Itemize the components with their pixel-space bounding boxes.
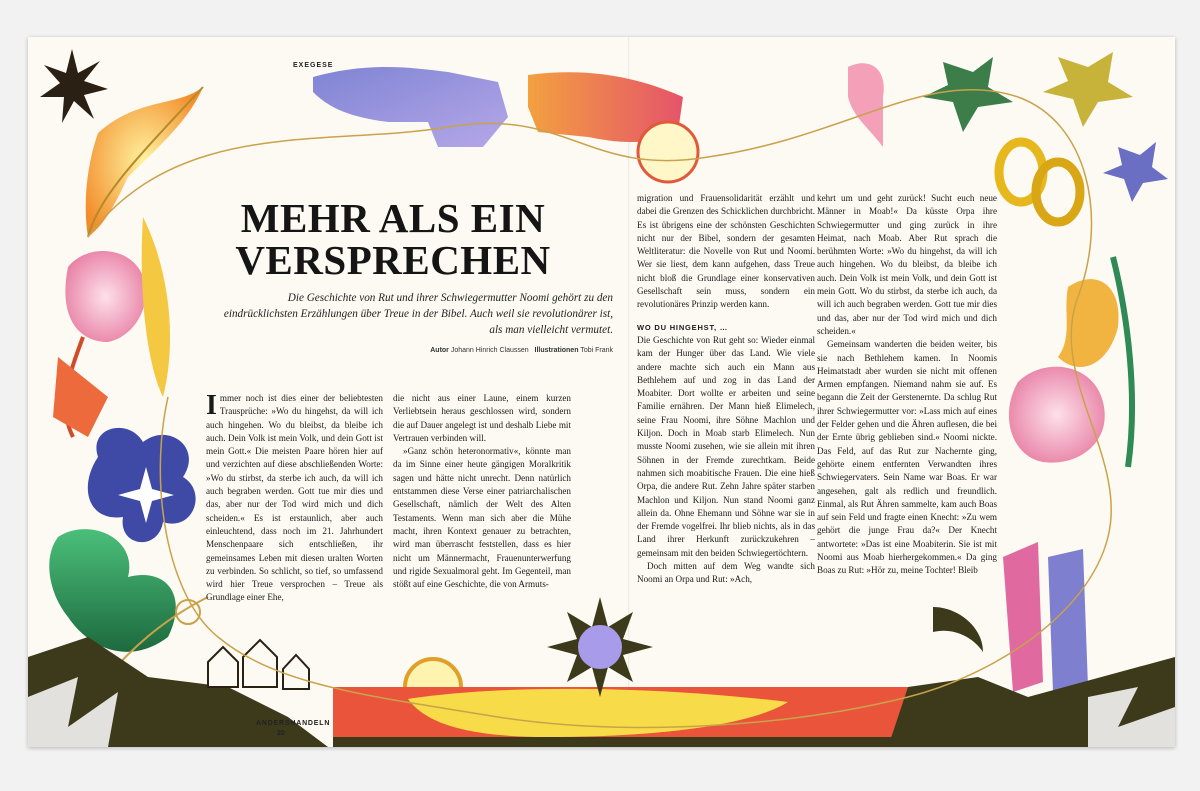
paragraph-4: migration und Frauensolidarität erzählt und dabei die Grenzen des Schicklichen durchbricht. Es ist übrigens eine der schönsten Geschichten nicht nur der Bibel, sondern der gesamten Weltliteratur: die Novelle von Rut und Noomi. Wer sie liest, dem kann aufgehen, dass Treue nicht bloß die Grundlage einer konservativen Gesellschaft sein muss, sondern ein revolutionäres Prinzip werden kann. [637,193,815,310]
orange-petal-left [53,357,108,437]
subheading: WO DU HINGEHST, … [637,322,729,332]
text-column-3 [637,192,815,587]
page-number: 20 [277,730,285,737]
author-label: Autor [430,347,449,354]
magazine-spread [28,37,1175,747]
wheat-right [1058,279,1119,367]
green-leaf-left [49,529,176,652]
village-houses [208,640,309,689]
dark-star-icon [40,49,108,123]
purple-hand [313,67,508,147]
pink-rose-left [65,251,145,342]
leaf-spray-top-left [86,87,203,237]
footer-label: ANDERSHANDELN [256,720,331,727]
leaf-top-right-3 [1103,142,1168,202]
author-name: Johann Hinrich Claussen [450,347,529,354]
article-lede: Die Geschichte von Rut und ihrer Schwiegermutter Noomi gehört zu den eindrücklichsten Erzählungen über Treue in der Bibel. Auch weil sie revolutionärer ist, als man vielleicht vermutet. [223,292,613,337]
article-title: MEHR ALS EIN VERSPRECHEN [235,195,551,283]
sun-top [638,122,698,182]
paragraph-6: Doch mitten auf dem Weg wandte sich Noomi an Orpa und Rut: »Ach, [637,561,815,585]
paragraph-5: Die Geschichte von Rut geht so: Wieder einmal kam der Hunger über das Land. Wie viele andere machte sich auch ein Mann aus Bethlehem auf und zog in das Land der Moabiter. Dort wollte er arbeiten und seine Familie ernähren. Der Mann hieß Elimelech, seine Frau Noomi, ihre Söhne Machlon und Kiljon. Doch in Moab starb Elimelech. Nun musste Noomi zusehen, wie sie allein mit ihren Söhnen in der Fremde zurechtkam. Beide nahmen sich moabitische Frauen. Die eine hieß Orpa, die andere Rut. Zehn Jahre später starben Machlon und Kiljon. Nun stand Noomi ganz allein da. Ohne Ehemann und Söhne war sie in der Fremde vogelfrei. Ihr blieb nichts, als in das Land ihrer Herkunft zurückzukehren – gemeinsam mit den beiden Schwiegertöchtern. [637,334,815,558]
text-column-1 [206,392,383,605]
text-column-2 [393,392,571,591]
figure-pink [1003,542,1043,692]
leaf-top-right-1 [923,57,1013,132]
crescent [933,607,983,652]
wheat-left [142,217,170,397]
pink-rose-right [1009,367,1105,463]
drop-cap: I [206,390,217,421]
paragraph-1 [206,392,383,605]
leaf-top-right-2 [1043,52,1133,127]
paragraph-2: die nicht aus einer Laune, einem kurzen Verliebtsein heraus geschlossen wird, sondern die auf Dauer angelegt ist und deshalb Liebe mit Vertrauen verbinden will. [393,393,571,443]
text-column-4 [817,192,997,578]
paragraph-1-text: mmer noch ist dies einer der beliebtesten Trausprüche: »Wo du hingehst, da will ich auch hingehen. Wo du bleibst, da bleibe ich auch. Dein Volk ist mein Volk, und dein Gott ist mein Gott.« Die meisten Paare hören hier auf und verzichten auf diese abschließenden Worte: »Wo du stirbst, da sterbe ich auch, da will ich auch begraben werden. Gott tue mir dies und das, aber nur der Tod wird mich und dich scheiden.« Es ist erstaunlich, aber auch einleuchtend, dass noch im 21. Jahrhundert Menschenpaare sich entschließen, ihr gemeinsames Leben mit diesen uralten Worten zu verbinden. So schlicht, so tief, so umfassend wird hier Treue versprochen – Treue als Grundlage einer Ehe, [206,393,383,603]
paragraph-7: kehrt um und geht zurück! Sucht euch neue Männer in Moab!« Da küsste Orpa ihre Schwiegermutter und ging zurück in ihre Heimat, nach Moab. Aber Rut sprach die berühmten Worte: »Wo du hingehst, da will ich auch hingehen. Wo du bleibst, da bleibe ich auch. Dein Volk ist mein Volk, und dein Gott ist mein Gott. Wo du stirbst, da sterbe ich auch, da will ich auch begraben werden. Gott tue mir dies und das, aber nur der Tod wird mich und dich scheiden.« [817,193,997,336]
paragraph-3: »Ganz schön heteronormativ«, könnte man da im Sinne einer heute gängigen Moralkritik sagen und hätte nicht unrecht. Denn natürlich entstammen diese Verse einer patriarchalischen Gesellschaft, nämlich der Welt des Alten Testaments. Wenn man sich aber die Mühe macht, ihren Kontext genauer zu betrachten, wird man überrascht feststellen, dass es hier nicht um Männermacht, Frauenunterwerfung und rigide Sexualmoral geht. Im Gegenteil, man stößt auf eine Geschichte, die von Armuts- [393,446,571,590]
section-label: EXEGESE [293,62,334,69]
illustrator-label: Illustrationen [534,347,579,354]
illustrator-name: Tobi Frank [580,347,613,354]
illustration-border [28,37,1175,747]
paragraph-8: Gemeinsam wanderten die beiden weiter, bis sie nach Bethlehem kamen. In Noomis Heimatstadt aber wurden sie nicht mit offenen Armen empfangen. Niemand nahm sie auf. Es begann die Zeit der Gerstenernte. Da schlug Rut ihrer Schwiegermutter vor: »Lass mich auf eines der Felder gehen und die Ähren auflesen, die bei der Ernte übrig geblieben sind.« Noomi nickte. Das Feld, auf das Rut zur Nachernte ging, gehörte einem entfernten Verwandten ihres Schwiegervaters. Sein Name war Boas. Er war angesehen, galt als redlich und freundlich. Einmal, als Rut Ähren sammelte, kam auch Boas auf sein Feld und fragte einen Knecht: »Zu wem gehört die junge Frau da?« Der Knecht antwortete: »Das ist eine Moabiterin. Sie ist mit Noomi aus Moab hierhergekommen.« Da ging Boas zu Rut: »Hör zu, meine Tochter! Bleib [817,339,997,576]
violet-sun [578,625,622,669]
article-credits [278,347,613,354]
